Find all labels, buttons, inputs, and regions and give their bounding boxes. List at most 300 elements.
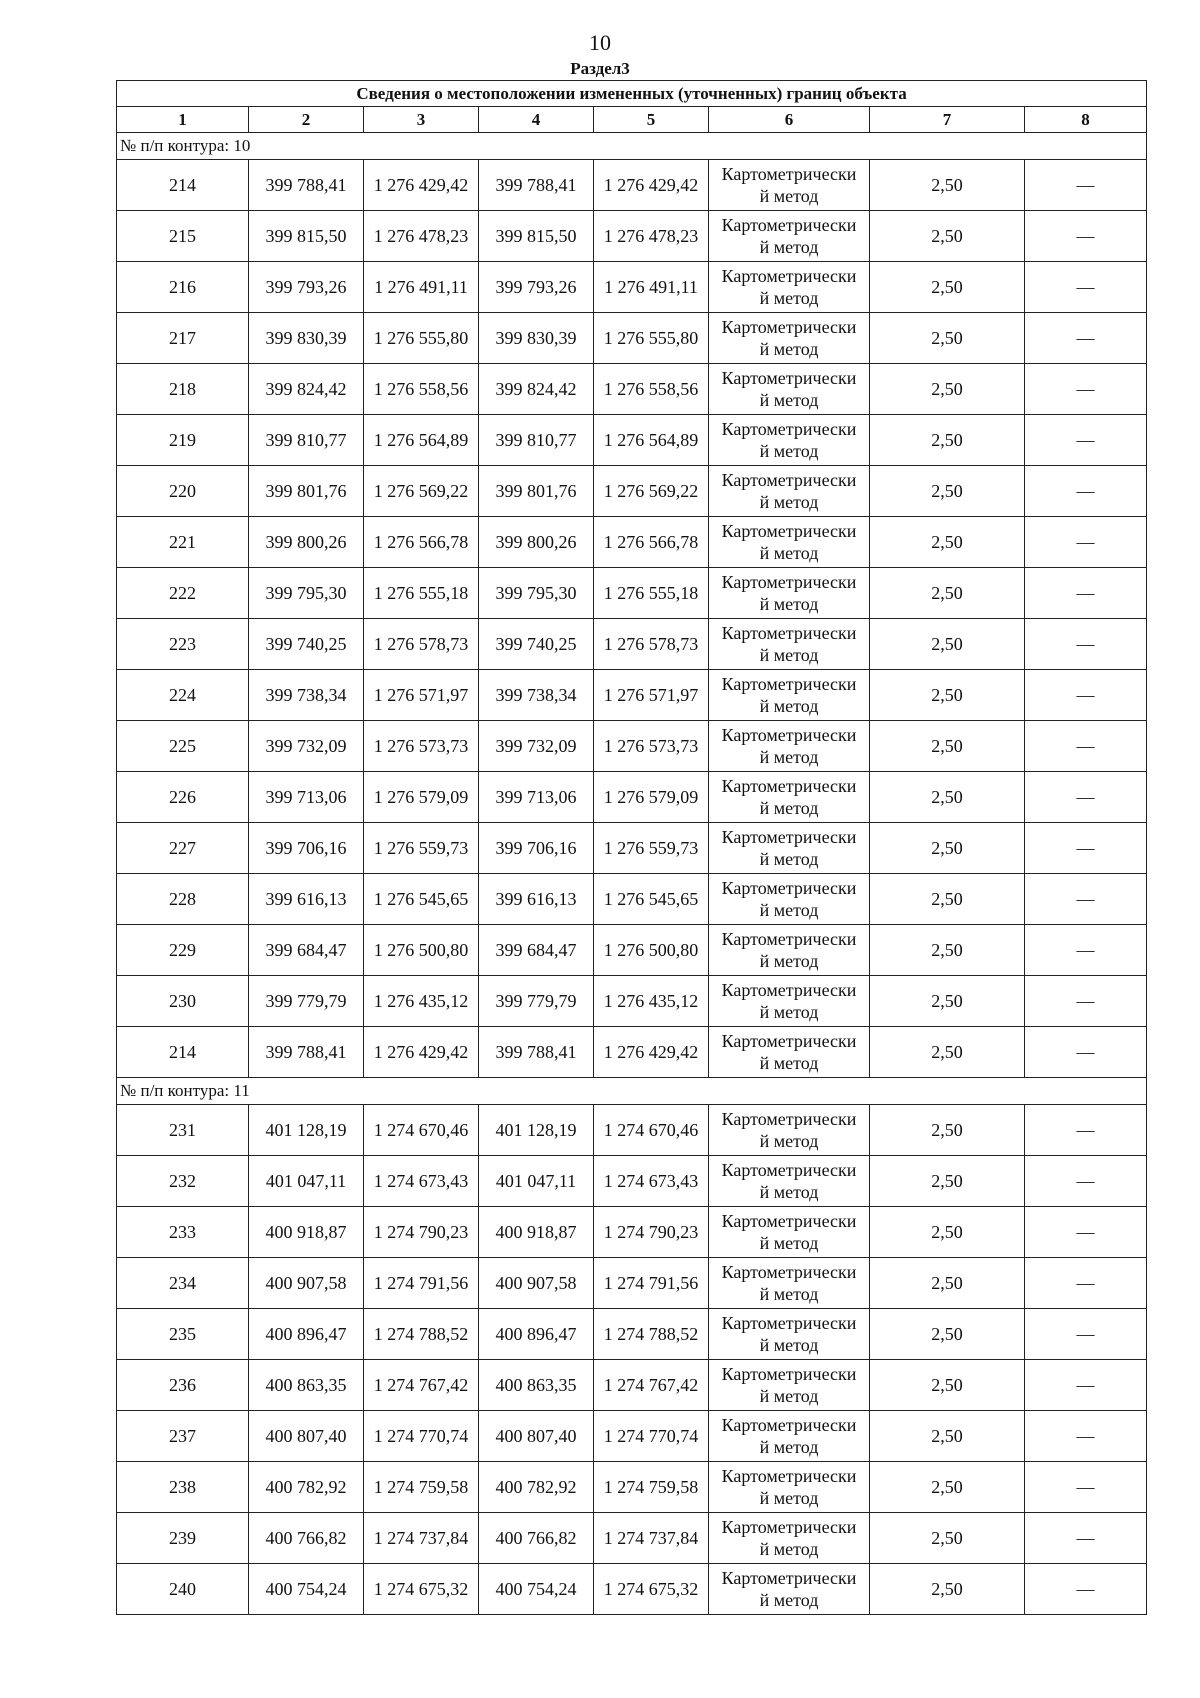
y-new-cell: 1 274 791,56 xyxy=(594,1258,709,1309)
y-existing-cell: 1 274 675,32 xyxy=(364,1564,479,1615)
method-text-line2: й метод xyxy=(759,543,819,563)
method-text-line1: Картометрически xyxy=(721,776,857,796)
point-number-cell: 216 xyxy=(117,262,249,313)
method-cell xyxy=(709,517,870,568)
column-number: 2 xyxy=(249,107,364,133)
x-existing-cell: 399 810,77 xyxy=(249,415,364,466)
accuracy-cell: 2,50 xyxy=(870,1309,1025,1360)
table-row xyxy=(117,1105,1147,1156)
y-existing-cell: 1 276 559,73 xyxy=(364,823,479,874)
empty-value-cell: — xyxy=(1025,619,1147,670)
table-row xyxy=(117,1027,1147,1078)
x-existing-cell: 400 766,82 xyxy=(249,1513,364,1564)
y-existing-cell: 1 274 673,43 xyxy=(364,1156,479,1207)
table-row xyxy=(117,1360,1147,1411)
x-existing-cell: 399 738,34 xyxy=(249,670,364,721)
y-new-cell: 1 276 545,65 xyxy=(594,874,709,925)
method-text-line1: Картометрически xyxy=(721,623,857,643)
y-existing-cell: 1 276 571,97 xyxy=(364,670,479,721)
y-new-cell: 1 274 770,74 xyxy=(594,1411,709,1462)
x-existing-cell: 401 047,11 xyxy=(249,1156,364,1207)
table-row xyxy=(117,670,1147,721)
point-number-cell: 232 xyxy=(117,1156,249,1207)
y-existing-cell: 1 274 737,84 xyxy=(364,1513,479,1564)
x-existing-cell: 399 684,47 xyxy=(249,925,364,976)
accuracy-cell: 2,50 xyxy=(870,1156,1025,1207)
x-new-cell: 399 830,39 xyxy=(479,313,594,364)
y-new-cell: 1 276 478,23 xyxy=(594,211,709,262)
method-text-line2: й метод xyxy=(759,390,819,410)
method-cell xyxy=(709,721,870,772)
y-new-cell: 1 274 675,32 xyxy=(594,1564,709,1615)
empty-value-cell: — xyxy=(1025,976,1147,1027)
table-row xyxy=(117,1462,1147,1513)
y-existing-cell: 1 274 788,52 xyxy=(364,1309,479,1360)
accuracy-cell: 2,50 xyxy=(870,1513,1025,1564)
x-existing-cell: 399 788,41 xyxy=(249,1027,364,1078)
empty-value-cell: — xyxy=(1025,1105,1147,1156)
method-cell xyxy=(709,823,870,874)
point-number-cell: 219 xyxy=(117,415,249,466)
y-existing-cell: 1 276 578,73 xyxy=(364,619,479,670)
y-existing-cell: 1 276 435,12 xyxy=(364,976,479,1027)
method-cell xyxy=(709,1360,870,1411)
method-text-line2: й метод xyxy=(759,1053,819,1073)
method-text-line1: Картометрически xyxy=(721,215,857,235)
accuracy-cell: 2,50 xyxy=(870,1027,1025,1078)
empty-value-cell: — xyxy=(1025,415,1147,466)
x-existing-cell: 401 128,19 xyxy=(249,1105,364,1156)
x-new-cell: 400 863,35 xyxy=(479,1360,594,1411)
method-cell xyxy=(709,1411,870,1462)
point-number-cell: 234 xyxy=(117,1258,249,1309)
y-new-cell: 1 276 429,42 xyxy=(594,1027,709,1078)
y-new-cell: 1 276 500,80 xyxy=(594,925,709,976)
point-number-cell: 220 xyxy=(117,466,249,517)
table-row xyxy=(117,1309,1147,1360)
x-existing-cell: 400 807,40 xyxy=(249,1411,364,1462)
method-cell xyxy=(709,1564,870,1615)
method-text-line2: й метод xyxy=(759,645,819,665)
table-row xyxy=(117,568,1147,619)
method-cell xyxy=(709,1462,870,1513)
method-cell xyxy=(709,619,870,670)
y-new-cell: 1 274 673,43 xyxy=(594,1156,709,1207)
y-new-cell: 1 276 573,73 xyxy=(594,721,709,772)
accuracy-cell: 2,50 xyxy=(870,772,1025,823)
method-text-line1: Картометрически xyxy=(721,929,857,949)
empty-value-cell: — xyxy=(1025,313,1147,364)
accuracy-cell: 2,50 xyxy=(870,670,1025,721)
accuracy-cell: 2,50 xyxy=(870,1207,1025,1258)
method-text-line1: Картометрически xyxy=(721,164,857,184)
method-cell xyxy=(709,466,870,517)
method-text-line2: й метод xyxy=(759,1182,819,1202)
table-row xyxy=(117,721,1147,772)
table-row xyxy=(117,1513,1147,1564)
x-existing-cell: 399 795,30 xyxy=(249,568,364,619)
x-new-cell: 399 793,26 xyxy=(479,262,594,313)
accuracy-cell: 2,50 xyxy=(870,466,1025,517)
section-title: Раздел3 xyxy=(570,59,630,78)
empty-value-cell: — xyxy=(1025,466,1147,517)
accuracy-cell: 2,50 xyxy=(870,925,1025,976)
y-new-cell: 1 276 559,73 xyxy=(594,823,709,874)
x-new-cell: 399 788,41 xyxy=(479,160,594,211)
point-number-cell: 221 xyxy=(117,517,249,568)
empty-value-cell: — xyxy=(1025,1258,1147,1309)
accuracy-cell: 2,50 xyxy=(870,1462,1025,1513)
table-row xyxy=(117,823,1147,874)
empty-value-cell: — xyxy=(1025,925,1147,976)
y-new-cell: 1 276 569,22 xyxy=(594,466,709,517)
y-existing-cell: 1 276 429,42 xyxy=(364,1027,479,1078)
empty-value-cell: — xyxy=(1025,1564,1147,1615)
table-row xyxy=(117,925,1147,976)
method-text-line2: й метод xyxy=(759,594,819,614)
method-cell xyxy=(709,313,870,364)
contour-label: № п/п контура: 10 xyxy=(117,133,1147,160)
x-new-cell: 399 779,79 xyxy=(479,976,594,1027)
column-number: 7 xyxy=(870,107,1025,133)
x-existing-cell: 399 740,25 xyxy=(249,619,364,670)
y-existing-cell: 1 276 555,18 xyxy=(364,568,479,619)
accuracy-cell: 2,50 xyxy=(870,313,1025,364)
accuracy-cell: 2,50 xyxy=(870,415,1025,466)
method-cell xyxy=(709,1156,870,1207)
page-number: 10 xyxy=(589,30,611,55)
table-row xyxy=(117,364,1147,415)
table-row xyxy=(117,874,1147,925)
y-existing-cell: 1 276 491,11 xyxy=(364,262,479,313)
y-new-cell: 1 276 571,97 xyxy=(594,670,709,721)
point-number-cell: 238 xyxy=(117,1462,249,1513)
method-text-line1: Картометрически xyxy=(721,1160,857,1180)
y-new-cell: 1 274 767,42 xyxy=(594,1360,709,1411)
method-cell xyxy=(709,1309,870,1360)
table-row xyxy=(117,1207,1147,1258)
contour-header-row xyxy=(117,1078,1147,1105)
empty-value-cell: — xyxy=(1025,823,1147,874)
method-text-line1: Картометрически xyxy=(721,419,857,439)
x-existing-cell: 399 801,76 xyxy=(249,466,364,517)
x-new-cell: 399 824,42 xyxy=(479,364,594,415)
table-title-row xyxy=(117,81,1147,107)
accuracy-cell: 2,50 xyxy=(870,568,1025,619)
method-text-line2: й метод xyxy=(759,1284,819,1304)
x-existing-cell: 399 732,09 xyxy=(249,721,364,772)
x-new-cell: 399 713,06 xyxy=(479,772,594,823)
point-number-cell: 231 xyxy=(117,1105,249,1156)
method-text-line2: й метод xyxy=(759,1131,819,1151)
y-existing-cell: 1 276 579,09 xyxy=(364,772,479,823)
method-text-line2: й метод xyxy=(759,696,819,716)
x-existing-cell: 399 788,41 xyxy=(249,160,364,211)
x-existing-cell: 400 754,24 xyxy=(249,1564,364,1615)
x-existing-cell: 400 918,87 xyxy=(249,1207,364,1258)
point-number-cell: 237 xyxy=(117,1411,249,1462)
x-existing-cell: 399 713,06 xyxy=(249,772,364,823)
column-number: 3 xyxy=(364,107,479,133)
method-text-line2: й метод xyxy=(759,1539,819,1559)
method-text-line2: й метод xyxy=(759,849,819,869)
table-row xyxy=(117,772,1147,823)
empty-value-cell: — xyxy=(1025,1411,1147,1462)
table-row xyxy=(117,517,1147,568)
point-number-cell: 226 xyxy=(117,772,249,823)
y-existing-cell: 1 276 569,22 xyxy=(364,466,479,517)
y-existing-cell: 1 276 478,23 xyxy=(364,211,479,262)
x-new-cell: 399 740,25 xyxy=(479,619,594,670)
y-new-cell: 1 276 491,11 xyxy=(594,262,709,313)
method-text-line1: Картометрически xyxy=(721,827,857,847)
y-new-cell: 1 276 578,73 xyxy=(594,619,709,670)
y-new-cell: 1 276 564,89 xyxy=(594,415,709,466)
y-existing-cell: 1 276 566,78 xyxy=(364,517,479,568)
method-cell xyxy=(709,1027,870,1078)
empty-value-cell: — xyxy=(1025,517,1147,568)
accuracy-cell: 2,50 xyxy=(870,211,1025,262)
method-text-line1: Картометрически xyxy=(721,368,857,388)
empty-value-cell: — xyxy=(1025,721,1147,772)
y-existing-cell: 1 276 558,56 xyxy=(364,364,479,415)
empty-value-cell: — xyxy=(1025,160,1147,211)
method-text-line2: й метод xyxy=(759,951,819,971)
x-new-cell: 401 128,19 xyxy=(479,1105,594,1156)
x-existing-cell: 400 782,92 xyxy=(249,1462,364,1513)
point-number-cell: 228 xyxy=(117,874,249,925)
method-cell xyxy=(709,925,870,976)
method-text-line2: й метод xyxy=(759,1335,819,1355)
x-new-cell: 399 795,30 xyxy=(479,568,594,619)
contour-label: № п/п контура: 11 xyxy=(117,1078,1147,1105)
method-text-line1: Картометрически xyxy=(721,980,857,1000)
point-number-cell: 224 xyxy=(117,670,249,721)
table-row xyxy=(117,313,1147,364)
x-existing-cell: 399 815,50 xyxy=(249,211,364,262)
table-row xyxy=(117,976,1147,1027)
x-new-cell: 399 732,09 xyxy=(479,721,594,772)
y-new-cell: 1 276 555,80 xyxy=(594,313,709,364)
method-text-line1: Картометрически xyxy=(721,1364,857,1384)
accuracy-cell: 2,50 xyxy=(870,160,1025,211)
y-new-cell: 1 274 790,23 xyxy=(594,1207,709,1258)
y-new-cell: 1 276 579,09 xyxy=(594,772,709,823)
y-new-cell: 1 276 429,42 xyxy=(594,160,709,211)
y-existing-cell: 1 276 500,80 xyxy=(364,925,479,976)
method-cell xyxy=(709,976,870,1027)
method-text-line2: й метод xyxy=(759,288,819,308)
point-number-cell: 235 xyxy=(117,1309,249,1360)
boundary-table xyxy=(116,80,1147,1615)
x-new-cell: 400 766,82 xyxy=(479,1513,594,1564)
method-text-line2: й метод xyxy=(759,1233,819,1253)
y-existing-cell: 1 276 545,65 xyxy=(364,874,479,925)
table-title: Сведения о местоположении измененных (уточненных) границ объекта xyxy=(117,81,1147,107)
y-new-cell: 1 276 566,78 xyxy=(594,517,709,568)
point-number-cell: 214 xyxy=(117,160,249,211)
method-text-line2: й метод xyxy=(759,237,819,257)
x-new-cell: 400 907,58 xyxy=(479,1258,594,1309)
method-text-line2: й метод xyxy=(759,1437,819,1457)
point-number-cell: 230 xyxy=(117,976,249,1027)
x-existing-cell: 399 616,13 xyxy=(249,874,364,925)
method-text-line1: Картометрически xyxy=(721,1517,857,1537)
method-text-line1: Картометрически xyxy=(721,1313,857,1333)
table-row xyxy=(117,211,1147,262)
method-text-line1: Картометрически xyxy=(721,521,857,541)
x-existing-cell: 399 793,26 xyxy=(249,262,364,313)
x-new-cell: 399 800,26 xyxy=(479,517,594,568)
point-number-cell: 217 xyxy=(117,313,249,364)
empty-value-cell: — xyxy=(1025,1156,1147,1207)
point-number-cell: 236 xyxy=(117,1360,249,1411)
method-text-line1: Картометрически xyxy=(721,1262,857,1282)
method-text-line2: й метод xyxy=(759,1002,819,1022)
x-existing-cell: 399 706,16 xyxy=(249,823,364,874)
method-text-line1: Картометрически xyxy=(721,1466,857,1486)
empty-value-cell: — xyxy=(1025,568,1147,619)
method-text-line2: й метод xyxy=(759,900,819,920)
point-number-cell: 218 xyxy=(117,364,249,415)
x-new-cell: 400 754,24 xyxy=(479,1564,594,1615)
point-number-cell: 223 xyxy=(117,619,249,670)
empty-value-cell: — xyxy=(1025,874,1147,925)
point-number-cell: 222 xyxy=(117,568,249,619)
x-new-cell: 399 684,47 xyxy=(479,925,594,976)
empty-value-cell: — xyxy=(1025,670,1147,721)
accuracy-cell: 2,50 xyxy=(870,364,1025,415)
method-text-line2: й метод xyxy=(759,441,819,461)
method-text-line1: Картометрически xyxy=(721,1415,857,1435)
y-existing-cell: 1 274 791,56 xyxy=(364,1258,479,1309)
y-new-cell: 1 274 759,58 xyxy=(594,1462,709,1513)
method-text-line1: Картометрически xyxy=(721,878,857,898)
point-number-cell: 233 xyxy=(117,1207,249,1258)
method-text-line1: Картометрически xyxy=(721,266,857,286)
method-cell xyxy=(709,1207,870,1258)
x-new-cell: 399 788,41 xyxy=(479,1027,594,1078)
table-row xyxy=(117,1156,1147,1207)
x-new-cell: 399 815,50 xyxy=(479,211,594,262)
empty-value-cell: — xyxy=(1025,1360,1147,1411)
table-row xyxy=(117,619,1147,670)
accuracy-cell: 2,50 xyxy=(870,721,1025,772)
point-number-cell: 240 xyxy=(117,1564,249,1615)
x-existing-cell: 399 779,79 xyxy=(249,976,364,1027)
contour-header-row xyxy=(117,133,1147,160)
x-new-cell: 400 918,87 xyxy=(479,1207,594,1258)
accuracy-cell: 2,50 xyxy=(870,1105,1025,1156)
column-number: 4 xyxy=(479,107,594,133)
x-new-cell: 399 810,77 xyxy=(479,415,594,466)
x-existing-cell: 400 896,47 xyxy=(249,1309,364,1360)
x-new-cell: 401 047,11 xyxy=(479,1156,594,1207)
empty-value-cell: — xyxy=(1025,262,1147,313)
accuracy-cell: 2,50 xyxy=(870,823,1025,874)
x-new-cell: 399 706,16 xyxy=(479,823,594,874)
method-text-line2: й метод xyxy=(759,186,819,206)
point-number-cell: 214 xyxy=(117,1027,249,1078)
point-number-cell: 227 xyxy=(117,823,249,874)
method-text-line1: Картометрически xyxy=(721,1031,857,1051)
x-existing-cell: 400 863,35 xyxy=(249,1360,364,1411)
empty-value-cell: — xyxy=(1025,1462,1147,1513)
point-number-cell: 229 xyxy=(117,925,249,976)
accuracy-cell: 2,50 xyxy=(870,1411,1025,1462)
method-text-line2: й метод xyxy=(759,1590,819,1610)
accuracy-cell: 2,50 xyxy=(870,262,1025,313)
x-new-cell: 399 616,13 xyxy=(479,874,594,925)
column-number: 8 xyxy=(1025,107,1147,133)
method-text-line2: й метод xyxy=(759,1488,819,1508)
method-cell xyxy=(709,874,870,925)
accuracy-cell: 2,50 xyxy=(870,517,1025,568)
point-number-cell: 225 xyxy=(117,721,249,772)
method-text-line1: Картометрически xyxy=(721,1568,857,1588)
method-text-line2: й метод xyxy=(759,492,819,512)
method-cell xyxy=(709,1105,870,1156)
method-cell xyxy=(709,1513,870,1564)
y-existing-cell: 1 276 429,42 xyxy=(364,160,479,211)
method-cell xyxy=(709,160,870,211)
accuracy-cell: 2,50 xyxy=(870,1564,1025,1615)
method-cell xyxy=(709,1258,870,1309)
table-row xyxy=(117,1258,1147,1309)
table-row xyxy=(117,160,1147,211)
y-new-cell: 1 274 737,84 xyxy=(594,1513,709,1564)
method-text-line2: й метод xyxy=(759,1386,819,1406)
x-new-cell: 400 782,92 xyxy=(479,1462,594,1513)
y-new-cell: 1 274 788,52 xyxy=(594,1309,709,1360)
method-text-line2: й метод xyxy=(759,339,819,359)
empty-value-cell: — xyxy=(1025,772,1147,823)
column-number: 5 xyxy=(594,107,709,133)
table-row xyxy=(117,466,1147,517)
x-existing-cell: 399 824,42 xyxy=(249,364,364,415)
method-cell xyxy=(709,772,870,823)
method-text-line1: Картометрически xyxy=(721,725,857,745)
accuracy-cell: 2,50 xyxy=(870,1258,1025,1309)
method-text-line1: Картометрически xyxy=(721,1211,857,1231)
method-text-line1: Картометрически xyxy=(721,572,857,592)
method-cell xyxy=(709,568,870,619)
method-cell xyxy=(709,262,870,313)
x-new-cell: 400 896,47 xyxy=(479,1309,594,1360)
y-existing-cell: 1 274 670,46 xyxy=(364,1105,479,1156)
empty-value-cell: — xyxy=(1025,1207,1147,1258)
method-text-line1: Картометрически xyxy=(721,674,857,694)
accuracy-cell: 2,50 xyxy=(870,619,1025,670)
y-existing-cell: 1 276 573,73 xyxy=(364,721,479,772)
method-cell xyxy=(709,415,870,466)
y-existing-cell: 1 274 770,74 xyxy=(364,1411,479,1462)
method-cell xyxy=(709,211,870,262)
empty-value-cell: — xyxy=(1025,1513,1147,1564)
empty-value-cell: — xyxy=(1025,211,1147,262)
method-text-line1: Картометрически xyxy=(721,317,857,337)
column-number: 1 xyxy=(117,107,249,133)
column-number: 6 xyxy=(709,107,870,133)
table-row xyxy=(117,1411,1147,1462)
method-cell xyxy=(709,364,870,415)
method-cell xyxy=(709,670,870,721)
x-existing-cell: 399 800,26 xyxy=(249,517,364,568)
empty-value-cell: — xyxy=(1025,1027,1147,1078)
method-text-line2: й метод xyxy=(759,798,819,818)
table-row xyxy=(117,415,1147,466)
column-number-row xyxy=(117,107,1147,133)
